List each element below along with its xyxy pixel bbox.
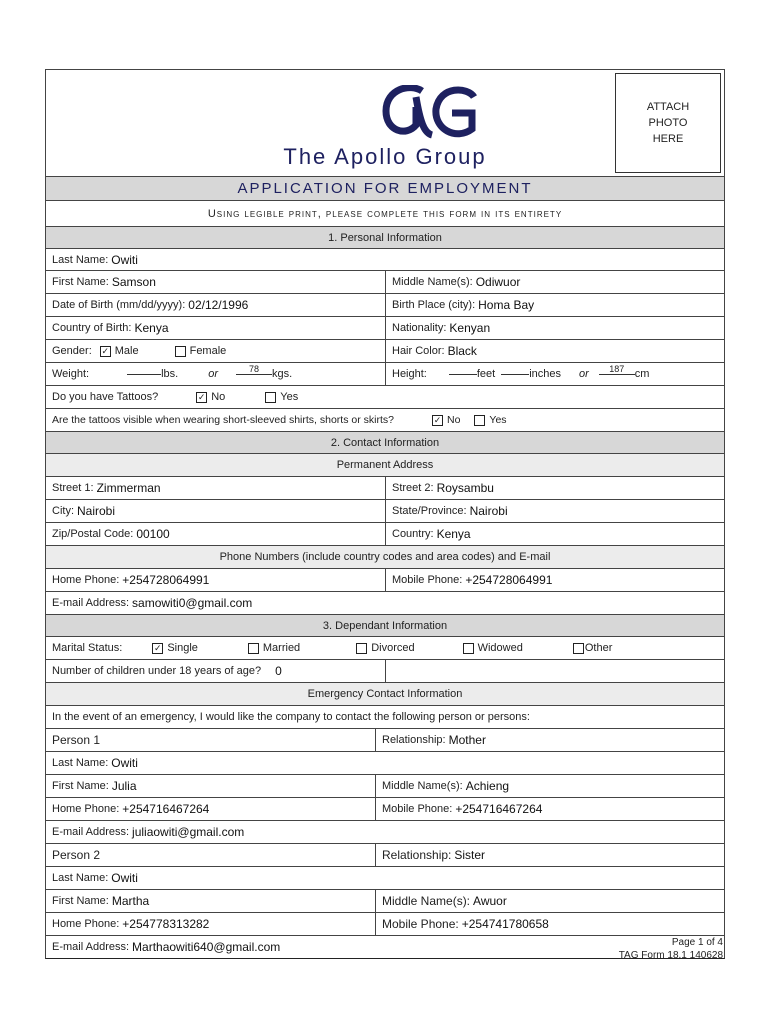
row-emergency-text (46, 706, 724, 729)
state-label: State/Province: (392, 505, 467, 517)
married-checkbox[interactable] (248, 643, 259, 654)
height-feet-field[interactable] (449, 374, 477, 375)
row-person2-names (46, 890, 724, 913)
person2-relationship-field[interactable]: Sister (454, 848, 486, 862)
person1-mobile-field[interactable]: +254716467264 (455, 802, 543, 816)
row-city-state (46, 500, 724, 523)
last-name-label: Last Name: (52, 253, 109, 266)
attach-photo-label: ATTACH PHOTO HERE (646, 101, 690, 145)
person1-home-field[interactable]: +254716467264 (122, 802, 210, 816)
widowed-checkbox[interactable] (463, 643, 474, 654)
row-streets (46, 477, 724, 500)
feet-unit: feet (476, 368, 496, 380)
section-personal: 1. Personal Information (46, 227, 724, 249)
children-label: Number of children under 18 years of age? (52, 665, 262, 677)
height-or: or (579, 368, 589, 380)
row-phones (46, 569, 724, 592)
row-last-name (46, 249, 724, 271)
street1-field[interactable]: Zimmerman (96, 481, 161, 495)
tattoo-visible-no-option[interactable] (432, 414, 460, 426)
row-dob (46, 294, 724, 317)
form-header (46, 70, 724, 177)
instructions-text: Using legible print, please complete this form in its entirety (207, 207, 563, 220)
last-name-field[interactable]: Owiti (111, 252, 138, 267)
person2-last-label: Last Name: (52, 872, 109, 884)
person1-home-label: Home Phone: (52, 803, 120, 815)
height-cm-field[interactable]: 187 (599, 365, 635, 375)
home-phone-field[interactable]: +254728064991 (122, 573, 210, 587)
single-checkbox[interactable]: ✓ (154, 642, 162, 653)
form-title: APPLICATION FOR EMPLOYMENT (46, 177, 724, 201)
page-number: Page 1 of 4 (671, 937, 723, 948)
mobile-phone-field[interactable]: +254728064991 (465, 573, 553, 587)
person1-email-field[interactable]: juliaowiti@gmail.com (132, 825, 245, 839)
person2-heading: Person 2 (52, 848, 101, 862)
form-id: TAG Form 18.1 140628 (618, 950, 723, 961)
cm-unit: cm (634, 368, 650, 380)
person2-email-label: E-mail Address: (52, 941, 130, 953)
tattoo-visible-yes-label: Yes (489, 414, 507, 426)
tattoo-yes-label: Yes (280, 391, 299, 403)
tattoo-visible-no-label: No (446, 414, 461, 426)
company-name: The Apollo Group (283, 144, 487, 169)
person2-middle-label: Middle Name(s): (382, 894, 471, 908)
gender-male-option[interactable] (100, 345, 139, 357)
row-person1-names (46, 775, 724, 798)
home-phone-label: Home Phone: (52, 574, 120, 586)
person1-email-label: E-mail Address: (52, 826, 130, 838)
phones-heading: Phone Numbers (include country codes and area codes) and E-mail (46, 546, 724, 569)
city-field[interactable]: Nairobi (77, 504, 116, 518)
row-first-middle (46, 271, 724, 294)
tattoo-visible-no-checkbox[interactable]: ✓ (433, 414, 442, 425)
row-gender (46, 340, 724, 363)
form-instructions (46, 201, 724, 227)
children-field[interactable]: 0 (275, 664, 282, 678)
zip-label: Zip/Postal Code: (52, 528, 134, 540)
person1-last-label: Last Name: (52, 757, 109, 769)
apollo-logo-icon (380, 85, 480, 141)
divorced-label: Divorced (371, 642, 415, 654)
row-country (46, 317, 724, 340)
permanent-address-heading: Permanent Address (46, 454, 724, 477)
person2-mobile-field[interactable]: +254741780658 (461, 917, 549, 931)
weight-kg-field[interactable]: 78 (236, 365, 272, 375)
row-weight-height (46, 363, 724, 386)
weight-label: Weight: (52, 368, 90, 380)
person2-home-field[interactable]: +254778313282 (122, 917, 210, 931)
tattoo-no-checkbox[interactable]: ✓ (197, 391, 206, 402)
lbs-unit: lbs. (161, 368, 179, 380)
hair-label: Hair Color: (392, 345, 445, 357)
person2-relationship-label: Relationship: (382, 848, 452, 862)
row-person1-phones (46, 798, 724, 821)
zip-field[interactable]: 00100 (136, 527, 170, 541)
row-email (46, 592, 724, 615)
row-zip-country (46, 523, 724, 546)
tattoo-visible-yes-option[interactable] (474, 414, 506, 426)
person1-relationship-field[interactable]: Mother (448, 733, 486, 747)
other-label: Other (584, 642, 613, 654)
children-blank-cell (386, 660, 724, 682)
nationality-label: Nationality: (392, 322, 447, 334)
birth-place-label: Birth Place (city): (392, 299, 476, 311)
section-dependant: 3. Dependant Information (46, 615, 724, 637)
middle-name-field[interactable]: Odiwuor (475, 275, 521, 289)
marital-other-option[interactable] (573, 642, 613, 654)
marital-widowed-option[interactable] (463, 642, 523, 654)
person1-middle-label: Middle Name(s): (382, 780, 463, 792)
row-tattoos (46, 386, 724, 409)
tattoo-label: Do you have Tattoos? (52, 391, 159, 403)
tattoo-visible-label: Are the tattoos visible when wearing short-sleeved shirts, shorts or skirts? (52, 414, 394, 426)
tattoo-visible-yes-checkbox[interactable] (474, 415, 485, 426)
gender-male-label: Male (114, 345, 139, 357)
person2-home-label: Home Phone: (52, 918, 120, 930)
state-field[interactable]: Nairobi (469, 504, 508, 518)
weight-or: or (208, 368, 218, 380)
mobile-phone-label: Mobile Phone: (392, 574, 463, 586)
row-children (46, 660, 724, 683)
marital-single-option[interactable] (152, 642, 198, 654)
attach-photo-box[interactable] (615, 73, 721, 173)
single-label: Single (167, 642, 198, 654)
row-tattoo-visible (46, 409, 724, 432)
birth-place-field[interactable]: Homa Bay (478, 298, 535, 312)
row-person2-last (46, 867, 724, 890)
married-label: Married (262, 642, 301, 654)
divorced-checkbox[interactable] (356, 643, 367, 654)
row-person2-heading (46, 844, 724, 867)
contact-country-label: Country: (392, 528, 434, 540)
first-name-label: First Name: (52, 276, 109, 288)
person1-first-label: First Name: (52, 780, 109, 792)
marital-married-option[interactable] (248, 642, 300, 654)
tattoo-yes-option[interactable] (265, 391, 298, 403)
person2-first-label: First Name: (52, 895, 109, 907)
page-footer (619, 936, 723, 962)
gender-female-label: Female (189, 345, 227, 357)
inches-unit: inches (529, 368, 562, 380)
kgs-unit: kgs. (272, 368, 293, 380)
contact-country-field[interactable]: Kenya (436, 527, 471, 541)
tattoo-no-label: No (211, 391, 226, 403)
person2-mobile-label: Mobile Phone: (382, 917, 459, 931)
person1-mobile-label: Mobile Phone: (382, 803, 453, 815)
marital-label: Marital Status: (52, 642, 123, 654)
person1-middle-field[interactable]: Achieng (465, 779, 510, 793)
tattoo-yes-checkbox[interactable] (265, 392, 276, 403)
height-inches-field[interactable] (501, 374, 529, 375)
other-checkbox[interactable] (573, 643, 584, 654)
emergency-heading: Emergency Contact Information (46, 683, 724, 706)
employment-form (45, 69, 725, 959)
gender-female-option[interactable] (175, 345, 227, 357)
dob-label: Date of Birth (mm/dd/yyyy): (52, 299, 186, 311)
street2-field[interactable]: Roysambu (436, 481, 494, 495)
weight-lbs-field[interactable] (127, 374, 161, 375)
street2-label: Street 2: (392, 482, 434, 494)
street1-label: Street 1: (52, 482, 94, 494)
email-field[interactable]: samowiti0@gmail.com (132, 596, 253, 610)
person2-first-field[interactable]: Martha (111, 894, 150, 908)
emergency-text: In the event of an emergency, I would like the company to contact the following person or persons: (52, 711, 530, 723)
tattoo-no-option[interactable] (196, 391, 225, 403)
row-person1-heading (46, 729, 724, 752)
person1-first-field[interactable]: Julia (111, 779, 137, 793)
hair-field[interactable]: Black (447, 344, 477, 358)
country-birth-label: Country of Birth: (52, 322, 132, 334)
gender-male-checkbox[interactable]: ✓ (101, 345, 110, 356)
row-marital (46, 637, 724, 660)
city-label: City: (52, 505, 74, 517)
row-person2-phones (46, 913, 724, 936)
widowed-label: Widowed (477, 642, 523, 654)
section-contact: 2. Contact Information (46, 432, 724, 454)
person2-last-field[interactable]: Owiti (111, 871, 138, 885)
row-person1-email (46, 821, 724, 844)
person1-last-field[interactable]: Owiti (111, 756, 138, 770)
gender-label: Gender: (52, 345, 92, 357)
nationality-field[interactable]: Kenyan (449, 321, 491, 335)
first-name-field[interactable]: Samson (111, 275, 156, 289)
gender-female-checkbox[interactable] (175, 346, 186, 357)
height-label: Height: (392, 368, 427, 380)
row-person1-last (46, 752, 724, 775)
middle-name-label: Middle Name(s): (392, 276, 473, 288)
dob-field[interactable]: 02/12/1996 (188, 298, 249, 312)
person2-middle-field[interactable]: Awuor (473, 894, 507, 908)
email-label: E-mail Address: (52, 597, 130, 609)
person1-heading: Person 1 (52, 733, 101, 747)
country-birth-field[interactable]: Kenya (134, 321, 169, 335)
marital-divorced-option[interactable] (356, 642, 414, 654)
person2-email-field[interactable]: Marthaowiti640@gmail.com (132, 940, 281, 954)
person1-relationship-label: Relationship: (382, 734, 446, 746)
